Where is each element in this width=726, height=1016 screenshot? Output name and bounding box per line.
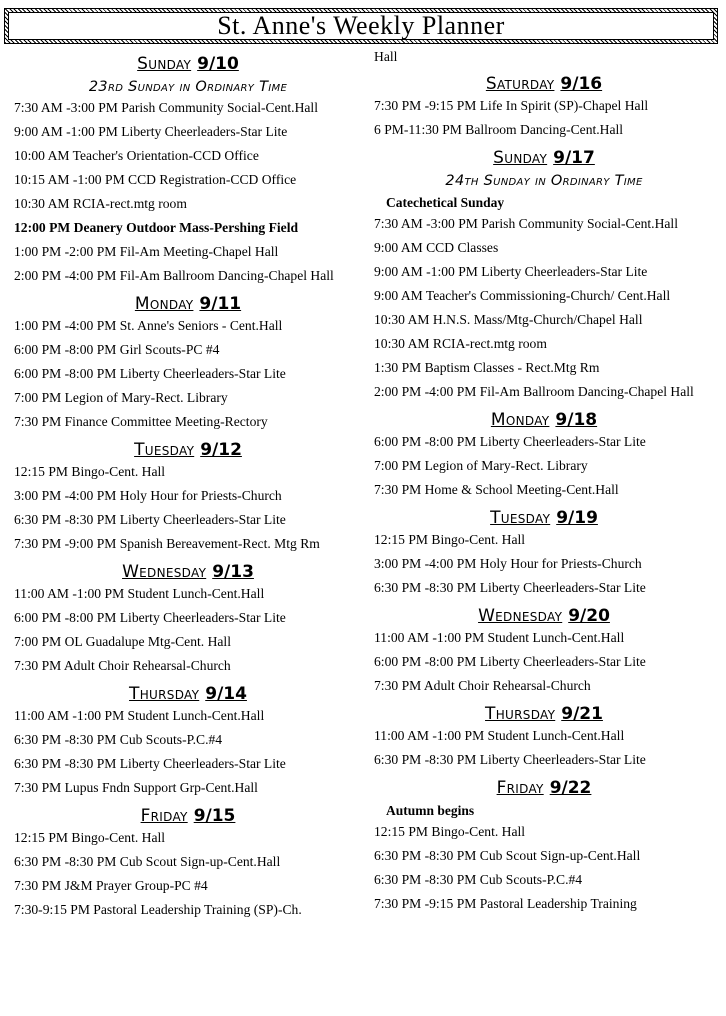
day-date: 9/11 [199,294,242,314]
event-entry: 11:00 AM -1:00 PM Student Lunch-Cent.Hall [14,586,265,601]
event-entry: 12:15 PM Bingo-Cent. Hall [374,532,526,547]
day-section [374,73,714,136]
event-entry: 6:30 PM -8:30 PM Liberty Cheerleaders-Star Lite [14,512,286,527]
event-entry: 7:00 PM OL Guadalupe Mtg-Cent. Hall [14,634,231,649]
day-name: Tuesday [490,508,551,528]
liturgical-subtitle: 23rd Sunday in Ordinary Time [88,79,288,95]
day-date: 9/16 [560,74,603,94]
left-column [14,50,362,927]
event-entry: 9:00 AM -1:00 PM Liberty Cheerleaders-Star Lite [14,124,288,139]
page-title: St. Anne's Weekly Planner [8,12,714,40]
event-entry: 7:30 PM Adult Choir Rehearsal-Church [14,658,231,673]
event-entry: 6:00 PM -8:00 PM Liberty Cheerleaders-Star Lite [374,654,646,669]
day-name: Friday [140,806,188,826]
day-name: Wednesday [122,562,207,582]
event-entry: 3:00 PM -4:00 PM Holy Hour for Priests-Church [374,556,642,571]
event-entry: 6:30 PM -8:30 PM Liberty Cheerleaders-Star Lite [14,756,286,771]
day-section [374,605,714,692]
liturgical-subtitle: 24th Sunday in Ordinary Time [445,173,643,189]
event-entry: 9:00 AM CCD Classes [374,240,499,255]
day-date: 9/14 [205,684,247,704]
day-date: 9/22 [549,778,592,798]
day-note: Autumn begins [386,803,475,818]
day-name: Wednesday [478,606,563,626]
event-entry: 7:30 PM Lupus Fndn Support Grp-Cent.Hall [14,780,258,795]
day-name: Monday [490,410,550,430]
day-name: Saturday [485,74,555,94]
day-name: Monday [134,294,194,314]
day-note: Catechetical Sunday [386,195,505,210]
event-entry: 2:00 PM -4:00 PM Fil-Am Ballroom Dancing-Chapel Hall [14,268,334,283]
event-entry: 10:30 AM RCIA-rect.mtg room [374,336,547,351]
day-section [14,293,362,428]
event-entry: 6:00 PM -8:00 PM Girl Scouts-PC #4 [14,342,220,357]
event-entry: 6:00 PM -8:00 PM Liberty Cheerleaders-Star Lite [374,434,646,449]
day-section [14,439,362,550]
event-entry: 7:00 PM Legion of Mary-Rect. Library [374,458,588,473]
day-header [374,507,714,529]
day-name: Friday [496,778,544,798]
day-header [374,409,714,431]
event-entry: 7:00 PM Legion of Mary-Rect. Library [14,390,228,405]
event-entry: 1:00 PM -4:00 PM St. Anne's Seniors - Cent.Hall [14,318,283,333]
day-date: 9/13 [212,562,254,582]
event-entry: 6 PM-11:30 PM Ballroom Dancing-Cent.Hall [374,122,624,137]
event-entry: 10:30 AM H.N.S. Mass/Mtg-Church/Chapel Hall [374,312,643,327]
event-entry: 9:00 AM Teacher's Commissioning-Church/ Cent.Hall [374,288,671,303]
day-date: 9/19 [556,508,598,528]
day-header [14,805,362,827]
day-header [374,777,714,799]
day-section [374,147,714,398]
day-date: 9/21 [561,704,603,724]
event-entry: 3:00 PM -4:00 PM Holy Hour for Priests-Church [14,488,282,503]
event-entry: 1:30 PM Baptism Classes - Rect.Mtg Rm [374,360,600,375]
event-entry: 7:30 PM Home & School Meeting-Cent.Hall [374,482,619,497]
event-entry: 12:15 PM Bingo-Cent. Hall [14,464,166,479]
day-section [14,683,362,794]
day-date: 9/15 [193,806,236,826]
day-name: Sunday [137,54,192,74]
event-entry: 7:30 PM Adult Choir Rehearsal-Church [374,678,591,693]
event-entry: 7:30 PM Finance Committee Meeting-Rectory [14,414,268,429]
event-entry: 6:30 PM -8:30 PM Liberty Cheerleaders-Star Lite [374,580,646,595]
event-entry: 7:30-9:15 PM Pastoral Leadership Training (SP)-Ch. [14,902,302,917]
day-section [374,703,714,766]
day-header [374,73,714,95]
day-header [14,439,362,461]
event-entry: 10:15 AM -1:00 PM CCD Registration-CCD Office [14,172,297,187]
event-entry: 11:00 AM -1:00 PM Student Lunch-Cent.Hall [14,708,265,723]
event-entry: 7:30 AM -3:00 PM Parish Community Social-Cent.Hall [374,216,678,231]
event-entry: 2:00 PM -4:00 PM Fil-Am Ballroom Dancing-Chapel Hall [374,384,694,399]
day-section [14,561,362,672]
event-entry: 6:30 PM -8:30 PM Cub Scouts-P.C.#4 [374,872,583,887]
day-date: 9/17 [553,148,595,168]
event-entry: 12:00 PM Deanery Outdoor Mass-Pershing Field [14,220,299,235]
continued-entry: Hall [374,49,398,64]
event-entry: 10:00 AM Teacher's Orientation-CCD Office [14,148,259,163]
event-entry: 11:00 AM -1:00 PM Student Lunch-Cent.Hall [374,630,625,645]
day-section [374,507,714,594]
day-section [374,409,714,496]
day-section [14,805,362,916]
event-entry: 1:00 PM -2:00 PM Fil-Am Meeting-Chapel Hall [14,244,279,259]
event-entry: 6:30 PM -8:30 PM Cub Scout Sign-up-Cent.Hall [374,848,641,863]
event-entry: 7:30 PM J&M Prayer Group-PC #4 [14,878,208,893]
day-header [14,561,362,583]
event-entry: 12:15 PM Bingo-Cent. Hall [374,824,526,839]
day-date: 9/18 [555,410,598,430]
event-entry: 6:00 PM -8:00 PM Liberty Cheerleaders-Star Lite [14,366,286,381]
event-entry: 12:15 PM Bingo-Cent. Hall [14,830,166,845]
event-entry: 7:30 PM -9:00 PM Spanish Bereavement-Rect. Mtg Rm [14,536,320,551]
event-entry: 11:00 AM -1:00 PM Student Lunch-Cent.Hall [374,728,625,743]
event-entry: 7:30 AM -3:00 PM Parish Community Social-Cent.Hall [14,100,318,115]
right-column [374,50,714,921]
day-name: Thursday [485,704,556,724]
day-header [374,605,714,627]
day-header [374,147,714,169]
event-entry: 6:00 PM -8:00 PM Liberty Cheerleaders-Star Lite [14,610,286,625]
event-entry: 6:30 PM -8:30 PM Liberty Cheerleaders-Star Lite [374,752,646,767]
title-banner [4,8,718,44]
day-name: Tuesday [134,440,195,460]
day-section [14,53,362,282]
day-date: 9/10 [197,54,239,74]
day-header [14,683,362,705]
day-date: 9/20 [568,606,610,626]
event-entry: 10:30 AM RCIA-rect.mtg room [14,196,187,211]
day-section [374,777,714,910]
day-name: Sunday [493,148,548,168]
event-entry: 6:30 PM -8:30 PM Cub Scouts-P.C.#4 [14,732,223,747]
event-entry: 9:00 AM -1:00 PM Liberty Cheerleaders-Star Lite [374,264,648,279]
day-header [14,293,362,315]
day-name: Thursday [129,684,200,704]
day-date: 9/12 [200,440,242,460]
event-entry: 7:30 PM -9:15 PM Life In Spirit (SP)-Chapel Hall [374,98,649,113]
day-header [374,703,714,725]
day-header [14,53,362,75]
event-entry: 7:30 PM -9:15 PM Pastoral Leadership Training [374,896,637,911]
event-entry: 6:30 PM -8:30 PM Cub Scout Sign-up-Cent.Hall [14,854,281,869]
